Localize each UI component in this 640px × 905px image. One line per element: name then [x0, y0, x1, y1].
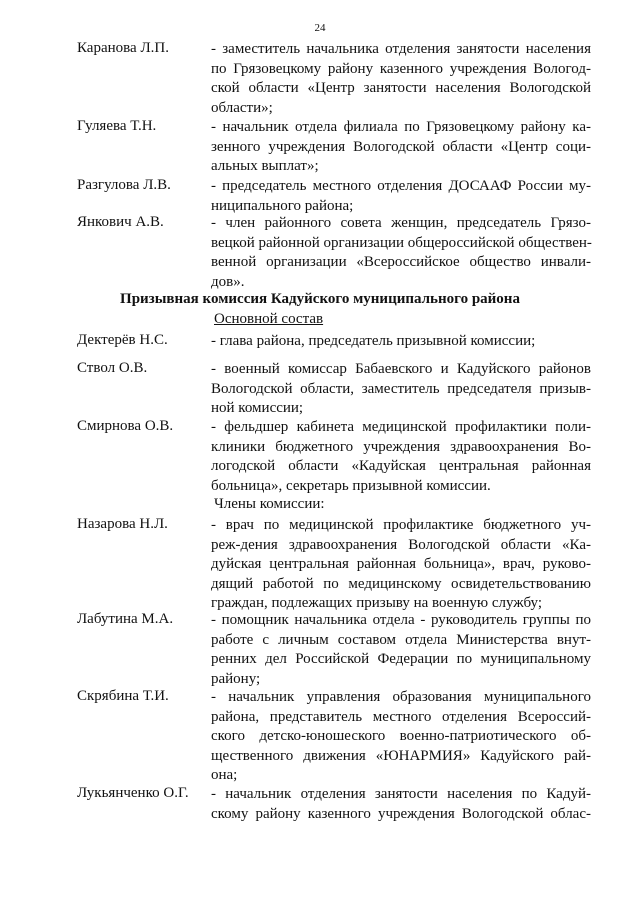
member-name: Ствол О.В. — [77, 360, 148, 376]
duty-line: - начальник управления образования муниципального — [211, 689, 591, 705]
member-duty — [211, 785, 591, 824]
duty-line: - начальник отделения занятости населения по Кадуй- — [211, 786, 591, 802]
duty-line: скому району казенного учреждения Вологодской облас- — [211, 805, 591, 822]
member-name: Каранова Л.П. — [77, 40, 169, 56]
duty-line: области»; — [211, 99, 273, 116]
duty-line: району; — [211, 670, 261, 687]
page-number: 24 — [314, 22, 326, 34]
member-duty — [211, 214, 591, 292]
duty-line: - глава района, председатель призывной комиссии; — [211, 333, 536, 349]
member-name: Скрябина Т.И. — [77, 688, 169, 704]
duty-line: дящий работой по медицинскому освидетельствованию — [211, 575, 591, 592]
duty-line: ниципального района; — [211, 197, 354, 214]
member-duty — [211, 40, 591, 118]
member-duty — [211, 611, 591, 689]
member-name: Назарова Н.Л. — [77, 516, 168, 532]
section-heading: Призывная комиссия Кадуйского муниципального района — [120, 291, 520, 307]
member-duty — [211, 177, 591, 216]
duty-line: щественного движения «ЮНАРМИЯ» Кадуйского рай- — [211, 747, 591, 764]
member-duty — [211, 360, 591, 419]
duty-line: ской области «Центр занятости населения Вологодской — [211, 80, 591, 96]
member-name: Гуляева Т.Н. — [77, 118, 157, 134]
member-duty — [211, 688, 591, 786]
duty-line: Вологодской области, заместитель председателя призыв- — [211, 380, 591, 397]
duty-line: реж-дения здравоохранения Вологодской области «Ка- — [211, 536, 591, 553]
duty-line: дов». — [211, 273, 245, 290]
duty-line: дуйская центральная районная больница», врач, руково- — [211, 556, 591, 572]
member-name: Смирнова О.В. — [77, 418, 174, 434]
member-name: Лабутина М.А. — [77, 611, 174, 627]
duty-line: зенного учреждения Вологодской области «Центр соци- — [211, 138, 591, 155]
member-duty — [211, 516, 591, 614]
member-duty — [211, 118, 591, 177]
duty-line: - председатель местного отделения ДОСААФ России му- — [211, 178, 591, 194]
duty-line: - фельдшер кабинета медицинской профилактики поли- — [211, 419, 591, 435]
duty-line: ренних дел Российской Федерации по муниципальному — [211, 651, 591, 667]
duty-line: ского детско-юношеского военно-патриотического об- — [211, 728, 591, 744]
duty-line: венной организации «Всероссийское общество инвали- — [211, 254, 591, 270]
duty-line: - заместитель начальника отделения занятости населения — [211, 41, 591, 57]
duty-line: вецкой районной организации общероссийской обществен- — [211, 234, 592, 251]
main-composition-label: Основной состав — [214, 311, 324, 327]
member-duty — [211, 332, 591, 352]
duty-line: она; — [211, 767, 238, 783]
member-name: Лукьянченко О.Г. — [77, 785, 189, 801]
member-name: Разгулова Л.В. — [77, 177, 171, 193]
duty-line: района, представитель местного отделения Всероссий- — [211, 708, 591, 725]
duty-line: больница», секретарь призывной комиссии. — [211, 477, 491, 494]
duty-line: - член районного совета женщин, председатель Грязо- — [211, 215, 591, 231]
duty-line: граждан, подлежащих призыву на военную службу; — [211, 595, 542, 611]
duty-line: логодской области «Кадуйская центральная районная — [211, 458, 591, 474]
duty-line: клиники бюджетного учреждения здравоохранения Во- — [211, 438, 591, 455]
member-name: Янкович А.В. — [77, 214, 164, 230]
duty-line: - врач по медицинской профилактике бюджетного уч- — [211, 517, 591, 533]
duty-line: работе с личным составом отдела Министерства внут- — [211, 631, 591, 648]
member-duty — [211, 418, 591, 496]
duty-line: ной комиссии; — [211, 400, 304, 416]
members-label: Члены комиссии: — [214, 496, 325, 512]
duty-line: - начальник отдела филиала по Грязовецкому району ка- — [211, 119, 591, 135]
duty-line: - военный комиссар Бабаевского и Кадуйского районов — [211, 361, 591, 377]
duty-line: - помощник начальника отдела - руководитель группы по — [211, 612, 591, 628]
duty-line: по Грязовецкому району казенного учреждения Вологод- — [211, 60, 591, 77]
duty-line: альных выплат»; — [211, 158, 319, 174]
member-name: Дектерёв Н.С. — [77, 332, 168, 348]
